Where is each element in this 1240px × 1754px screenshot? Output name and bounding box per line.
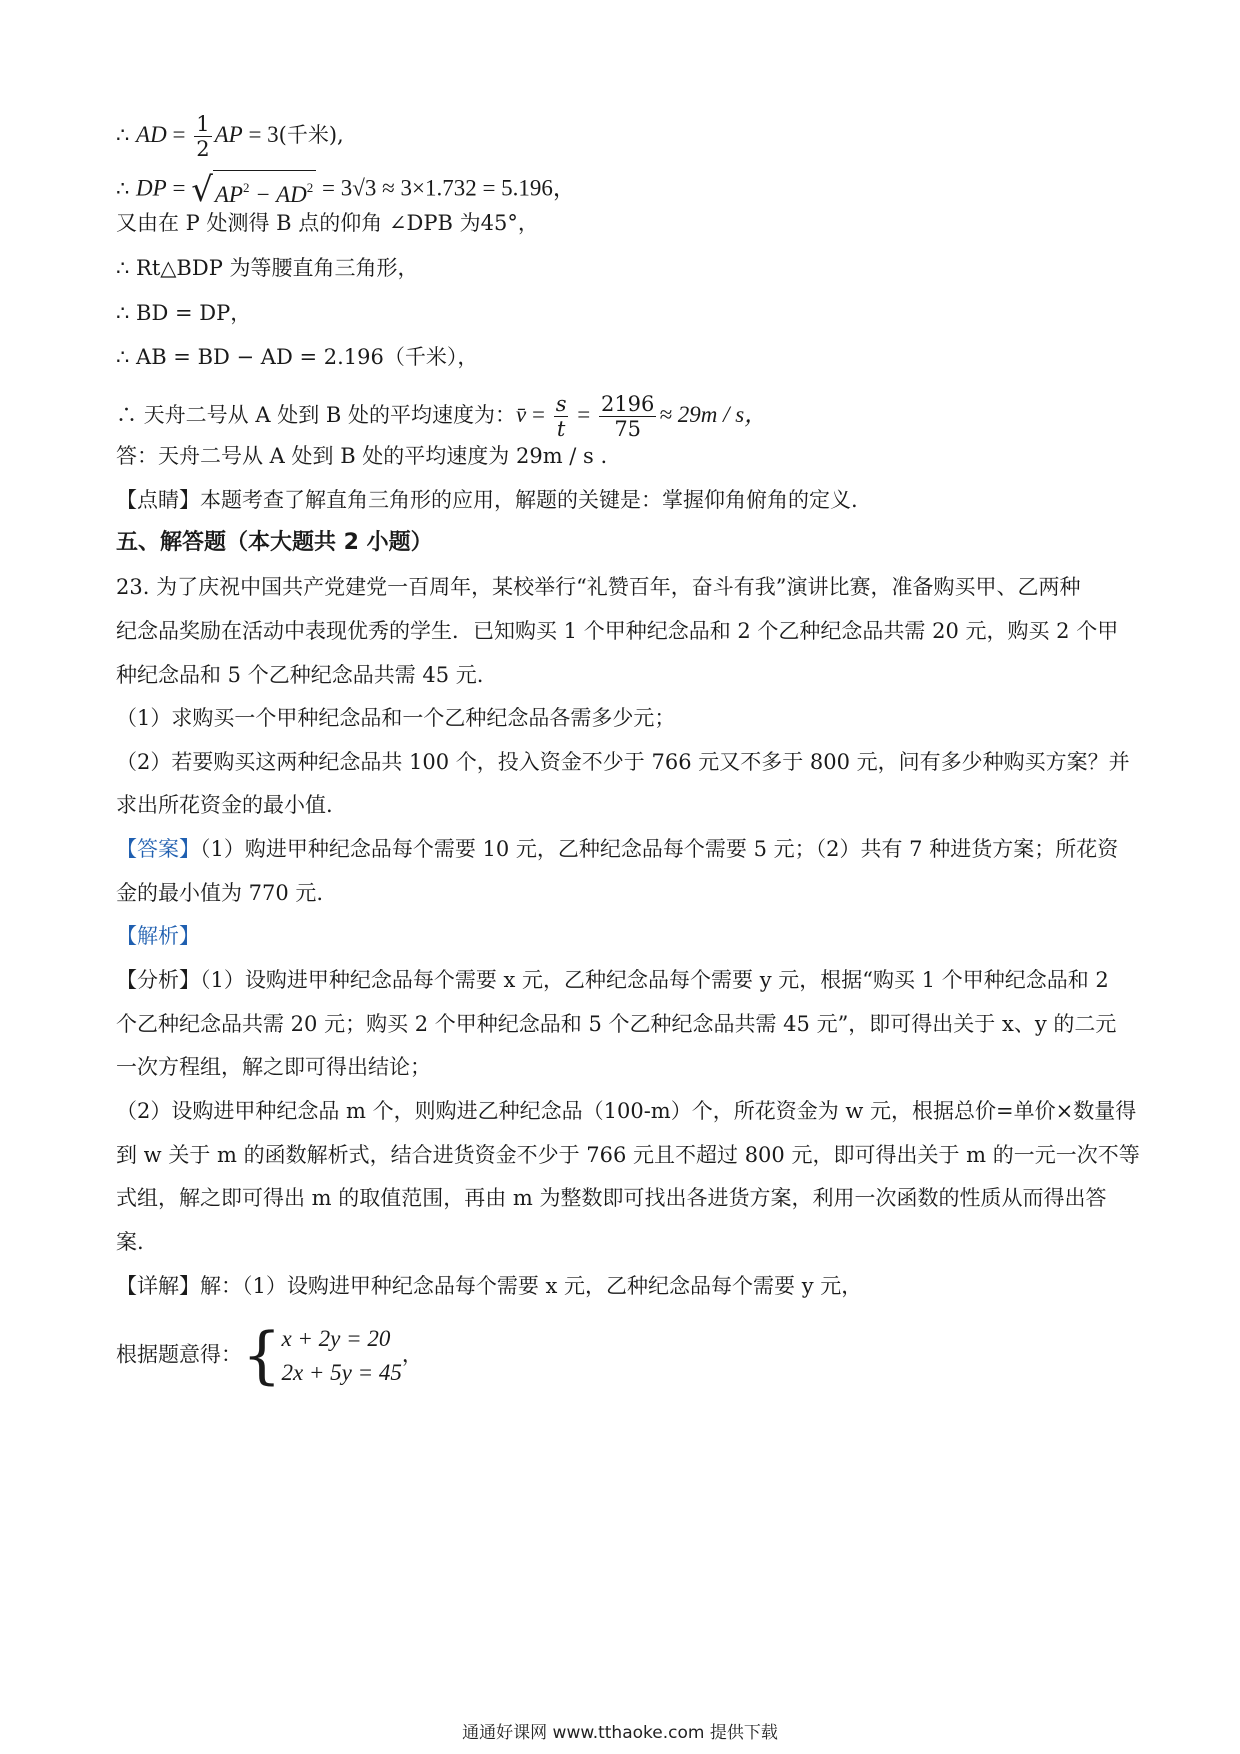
fraction-2196-over-75 — [599, 392, 656, 441]
fraction-numerator: 2196 — [600, 392, 655, 416]
equation-system-line — [116, 1318, 1126, 1390]
fraction-one-half — [194, 112, 211, 161]
fraction-denominator: t — [556, 417, 566, 441]
unit-text: (千米), — [278, 123, 344, 147]
solution-line-4: ∴ Rt△BDP 为等腰直角三角形， — [116, 256, 419, 280]
question-line-1: 23. 为了庆祝中国共产党建党一百周年，某校举行“礼赞百年，奋斗有我”演讲比赛，准备购买甲、乙两种 — [116, 575, 1081, 599]
analysis-tag: 【解析】 — [116, 924, 200, 948]
equation-1: x + 2y = 20 — [281, 1325, 391, 1351]
section-heading: 五、解答题（本大题共 2 小题） — [116, 530, 433, 555]
analysis-line-6: 式组，解之即可得出 m 的取值范围，再由 m 为整数即可找出各进货方案，利用一次函数的性质从而得出答 — [116, 1186, 1107, 1210]
math-equals: = — [166, 175, 192, 201]
analysis-line-2: 个乙种纪念品共需 20 元；购买 2 个甲种纪念品和 5 个乙种纪念品共需 45 元”，即可得出关于 x、y 的二元 — [116, 1012, 1117, 1036]
page-footer: 通通好课网 www.tthaoke.com 提供下载 — [462, 1723, 778, 1743]
math-ap: AP — [214, 122, 243, 147]
fraction-s-over-t — [554, 392, 569, 441]
detail-line-1: 【详解】解：（1）设购进甲种纪念品每个需要 x 元，乙种纪念品每个需要 y 元， — [116, 1274, 863, 1298]
therefore-symbol: ∴ — [116, 176, 137, 201]
square-root-expression: $√AP^2 - AD^2$ — [191, 170, 316, 210]
solution-line-6: ∴ AB = BD − AD = 2.196（千米）， — [116, 345, 479, 369]
radical-icon: √ — [191, 170, 213, 210]
math-result: = 3√3 ≈ 3×1.732 = 5.196， — [316, 175, 576, 201]
math-v-bar: v̄ — [515, 402, 527, 427]
fraction-numerator: s — [555, 392, 567, 416]
math-result: ≈ 29m / s， — [659, 402, 768, 427]
velocity-intro: ∴ 天舟二号从 A 处到 B 处的平均速度为： — [116, 403, 516, 427]
question-part-1: （1）求购买一个甲种纪念品和一个乙种纪念品各需多少元； — [116, 706, 676, 730]
solution-line-7: ∴ 天舟二号从 A 处到 B 处的平均速度为：v̄ = $\frac{s}{t}$ = $\frac{2196}{75}$ ≈ 29m / s， — [116, 392, 768, 441]
analysis-line-7: 案. — [116, 1230, 144, 1254]
left-brace-icon: { — [242, 1318, 282, 1392]
analysis-line-1: 【分析】（1）设购进甲种纪念品每个需要 x 元，乙种纪念品每个需要 y 元，根据“购买 1 个甲种纪念品和 2 — [116, 968, 1109, 992]
solution-line-3: 又由在 P 处测得 B 点的仰角 ∠DPB 为45°， — [116, 211, 539, 235]
equation-tail: ， — [401, 1342, 423, 1367]
math-equals: = — [166, 122, 192, 147]
solution-line-2 — [116, 170, 1126, 210]
fraction-denominator: 75 — [614, 417, 642, 441]
analysis-line-3: 一次方程组，解之即可得出结论； — [116, 1055, 431, 1079]
analysis-line-5: 到 w 关于 m 的函数解析式，结合进货资金不少于 766 元且不超过 800 元，即可得出关于 m 的一元一次不等 — [116, 1143, 1140, 1167]
math-value: = 3 — [242, 122, 279, 147]
math-ap: AP — [214, 182, 243, 207]
dianjing-line: 【点睛】本题考查了解直角三角形的应用，解题的关键是：掌握仰角俯角的定义. — [116, 488, 858, 512]
solution-answer-line: 答：天舟二号从 A 处到 B 处的平均速度为 29m / s . — [116, 444, 608, 468]
fraction-numerator: 1 — [196, 112, 210, 136]
answer-text: （1）购进甲种纪念品每个需要 10 元，乙种纪念品每个需要 5 元；（2）共有 7 种进货方案；所花资 — [200, 837, 1119, 861]
math-minus-ad: − AD — [249, 182, 307, 207]
solution-line-1 — [116, 112, 1126, 161]
analysis-line-4: （2）设购进甲种纪念品 m 个，则购进乙种纪念品（100-m）个，所花资金为 w 元，根据总价=单价×数量得 — [116, 1099, 1137, 1123]
question-part-2-line-2: 求出所花资金的最小值. — [116, 793, 333, 817]
detail-prefix: 根据题意得： — [116, 1342, 242, 1367]
therefore-symbol: ∴ — [116, 123, 137, 147]
answer-line-1 — [116, 834, 1126, 864]
equation-2: 2x + 5y = 45 — [281, 1359, 402, 1385]
math-ad: AD — [136, 122, 167, 147]
answer-tag: 【答案】 — [116, 837, 200, 861]
question-line-3: 种纪念品和 5 个乙种纪念品共需 45 元. — [116, 663, 484, 687]
solution-line-5: ∴ BD = DP， — [116, 301, 252, 325]
fraction-denominator: 2 — [196, 137, 210, 161]
answer-line-2: 金的最小值为 770 元. — [116, 881, 324, 905]
question-line-2: 纪念品奖励在活动中表现优秀的学生．已知购买 1 个甲种纪念品和 2 个乙种纪念品共需 20 元，购买 2 个甲 — [116, 619, 1119, 643]
question-part-2-line-1: （2）若要购买这两种纪念品共 100 个，投入资金不少于 766 元又不多于 800 元，问有多少种购买方案？并 — [116, 750, 1130, 774]
math-dp: DP — [136, 175, 167, 201]
equation-system — [242, 1319, 402, 1390]
math-equals: = — [526, 402, 551, 427]
